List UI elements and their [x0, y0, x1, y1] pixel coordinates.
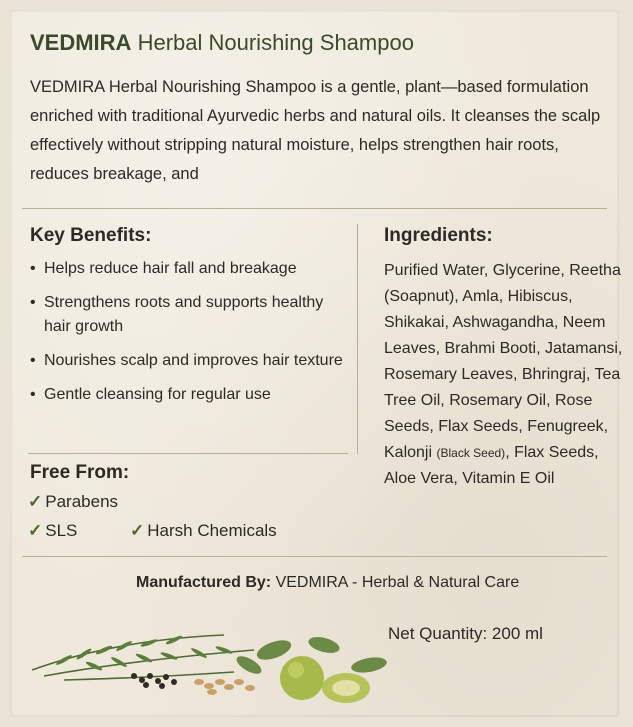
column-divider: [357, 224, 358, 454]
check-icon: ✓: [28, 492, 43, 511]
manufacturer-label: Manufactured By:: [136, 574, 272, 591]
manufacturer-value: VEDMIRA - Herbal & Natural Care: [275, 574, 520, 591]
ingredients-text: Purified Water, Glycerine, Reetha (Soapnut), Amla, Hibiscus, Shikakai, Ashwagandha, Neem Leaves, Brahmi Booti, Jatamansi, Rosemary Leaves, Bhringraj, Tea Tree Oil, Rosemary Oil, Rose Seeds, Flax Seeds, Fenugreek, Kalonji: [384, 262, 623, 461]
free-from-heading: Free From:: [30, 462, 130, 483]
benefit-item: • Strengthens roots and supports healthy hair growth: [30, 291, 350, 339]
free-from-label: Parabens: [45, 492, 119, 511]
ingredients-list: [384, 258, 624, 492]
check-icon: ✓: [130, 521, 145, 540]
free-from-item: [28, 521, 77, 541]
key-benefits-list: [30, 257, 350, 417]
ingredients-heading: Ingredients:: [384, 225, 493, 246]
ingredient-note: (Black Seed): [436, 446, 506, 460]
product-title: [30, 30, 414, 56]
check-icon: ✓: [28, 521, 43, 540]
free-from-item: [130, 521, 277, 541]
product-name: Herbal Nourishing Shampoo: [137, 30, 414, 55]
free-from-label: Harsh Chemicals: [147, 521, 277, 540]
divider-top: [22, 208, 607, 209]
free-from-label: SLS: [45, 521, 78, 540]
benefit-item: • Nourishes scalp and improves hair texture: [30, 349, 350, 373]
divider-bottom: [22, 556, 607, 557]
product-description: VEDMIRA Herbal Nourishing Shampoo is a gentle, plant—based formulation enriched with traditional Ayurvedic herbs and natural oils. It cleanses the scalp effectively without stripping natural moisture, helps strengthen hair roots, reduces breakage, and: [30, 78, 601, 183]
ingredients-text-end: , Flax Seeds, Aloe Vera, Vitamin E Oil: [384, 444, 599, 487]
key-benefits-heading: Key Benefits:: [30, 225, 152, 246]
brand-name: VEDMIRA: [30, 30, 132, 55]
herbs-illustration: [24, 610, 404, 710]
product-label: [10, 10, 623, 717]
net-quantity: Net Quantity: 200 ml: [388, 624, 543, 643]
manufacturer-line: [136, 574, 519, 592]
divider-free-from: [28, 453, 348, 454]
benefit-item: • Gentle cleansing for regular use: [30, 383, 350, 407]
benefit-item: • Helps reduce hair fall and breakage: [30, 257, 350, 281]
free-from-item: [28, 492, 118, 512]
